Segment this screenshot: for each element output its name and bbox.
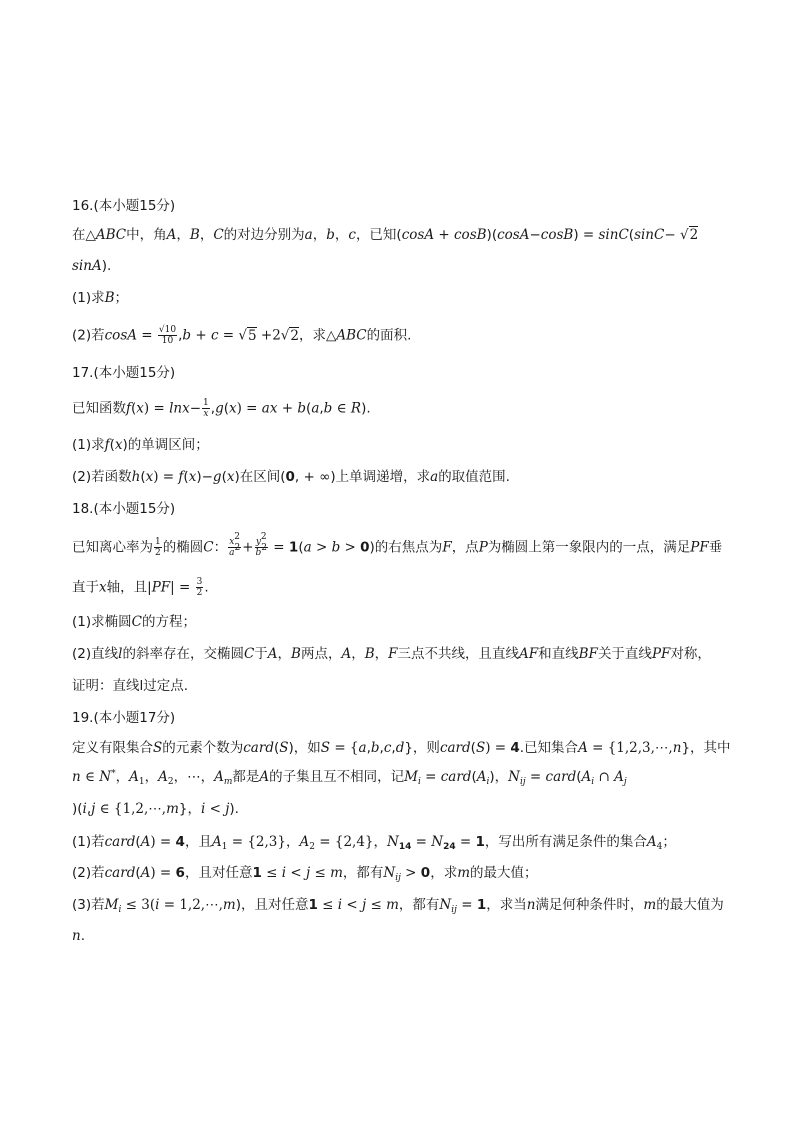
q18-header: 18.(本小题15分): [72, 501, 176, 517]
q16-part2: (2)若cosA = $\frac{√10}{10}$ ,b + c = √5 +2√2，求△ABC的面积.: [72, 325, 412, 346]
q18-stem-line2: 直于x轴，且|PF| = $\frac{3}{2}$ .: [72, 577, 209, 598]
q16-stem-line2: sinA).: [72, 258, 112, 274]
q18-stem-line1: 已知离心率为 $\frac{1}{2}$ 的椭圆C： $\frac{x^2}{a^2}$ + $\frac{y^2}{b^2}$ = 1(a > b > 0)的右焦点为F，点P为椭圆上第一象限内的一点，满足PF垂: [72, 532, 723, 558]
q17-part1: (1)求f(x)的单调区间；: [72, 437, 209, 453]
fraction-1-over-x: $\frac{1}{x}$: [203, 398, 209, 419]
q19-part3-line2: n.: [72, 928, 85, 944]
q16-stem-line1: 在△ABC中，角A，B，C的对边分别为a，b，c，已知(cosA + cosB)(cosA−cosB) = sinC(sinC− √2: [72, 227, 699, 243]
fraction-3-over-2: $\frac{3}{2}$: [196, 577, 203, 598]
q19-part3: (3)若$M_i \le 3(i$ = 1,2,⋯,m)，且对任意1 ≤ i < j ≤ m，都有$N_{ij} = 1$，求当n满足何种条件时，m的最大值为: [72, 897, 724, 915]
q16-part1: (1)求B；: [72, 290, 129, 306]
q19-stem-line1: 定义有限集合S的元素个数为card(S)，如S = {a,b,c,d}，则card(S) = 4.已知集合A = {1,2,3,⋯,n}，其中: [72, 740, 731, 756]
q19-part1: (1)若card(A) = 4，且$A_1 = \{2,3\}$，$A_2 = \{2,4\}$，$N_{14} = N_{24} = 1$，写出所有满足条件的集合$A_4$；: [72, 834, 676, 852]
q18-part1: (1)求椭圆C的方程；: [72, 614, 196, 630]
q19-header: 19.(本小题17分): [72, 710, 176, 726]
q16-header: 16.(本小题15分): [72, 198, 176, 214]
q17-stem: 已知函数f(x) = lnx− $\frac{1}{x}$ ,g(x) = ax + b(a,b ∈ R).: [72, 398, 371, 419]
q17-part2: (2)若函数h(x) = f(x)−g(x)在区间(0, + ∞)上单调递增，求a的取值范围.: [72, 469, 510, 485]
fraction-x2-over-a2: $\frac{x^2}{a^2}$: [229, 532, 241, 558]
fraction-1-over-2: $\frac{1}{2}$: [155, 537, 161, 558]
q19-part2: (2)若card(A) = 6，且对任意1 ≤ i < j ≤ m，都有$N_{ij} > 0$，求m的最大值；: [72, 865, 538, 883]
q18-part2: (2)直线l的斜率存在，交椭圆C于A，B两点，A，B，F三点不共线，且直线AF和直线BF关于直线PF对称，: [72, 646, 711, 662]
q19-stem-line2: n ∈ N*，$A_1$，$A_2$，⋯，$A_m$都是A的子集且互不相同，记$M_i$ = $card(A_i)$，$N_{ij}$ = $card(A_i$ ∩ $A_j$: [72, 769, 627, 787]
q18-part2-line2: 证明：直线l过定点.: [72, 678, 189, 694]
fraction-y2-over-b2: $\frac{y^2}{b^2}$: [255, 532, 267, 558]
q17-header: 17.(本小题15分): [72, 365, 176, 381]
fraction-sqrt10-over-10: $\frac{√10}{10}$: [158, 325, 177, 346]
q19-stem-line3: )(i,j ∈ {1,2,⋯,m}，i < j).: [72, 801, 239, 817]
